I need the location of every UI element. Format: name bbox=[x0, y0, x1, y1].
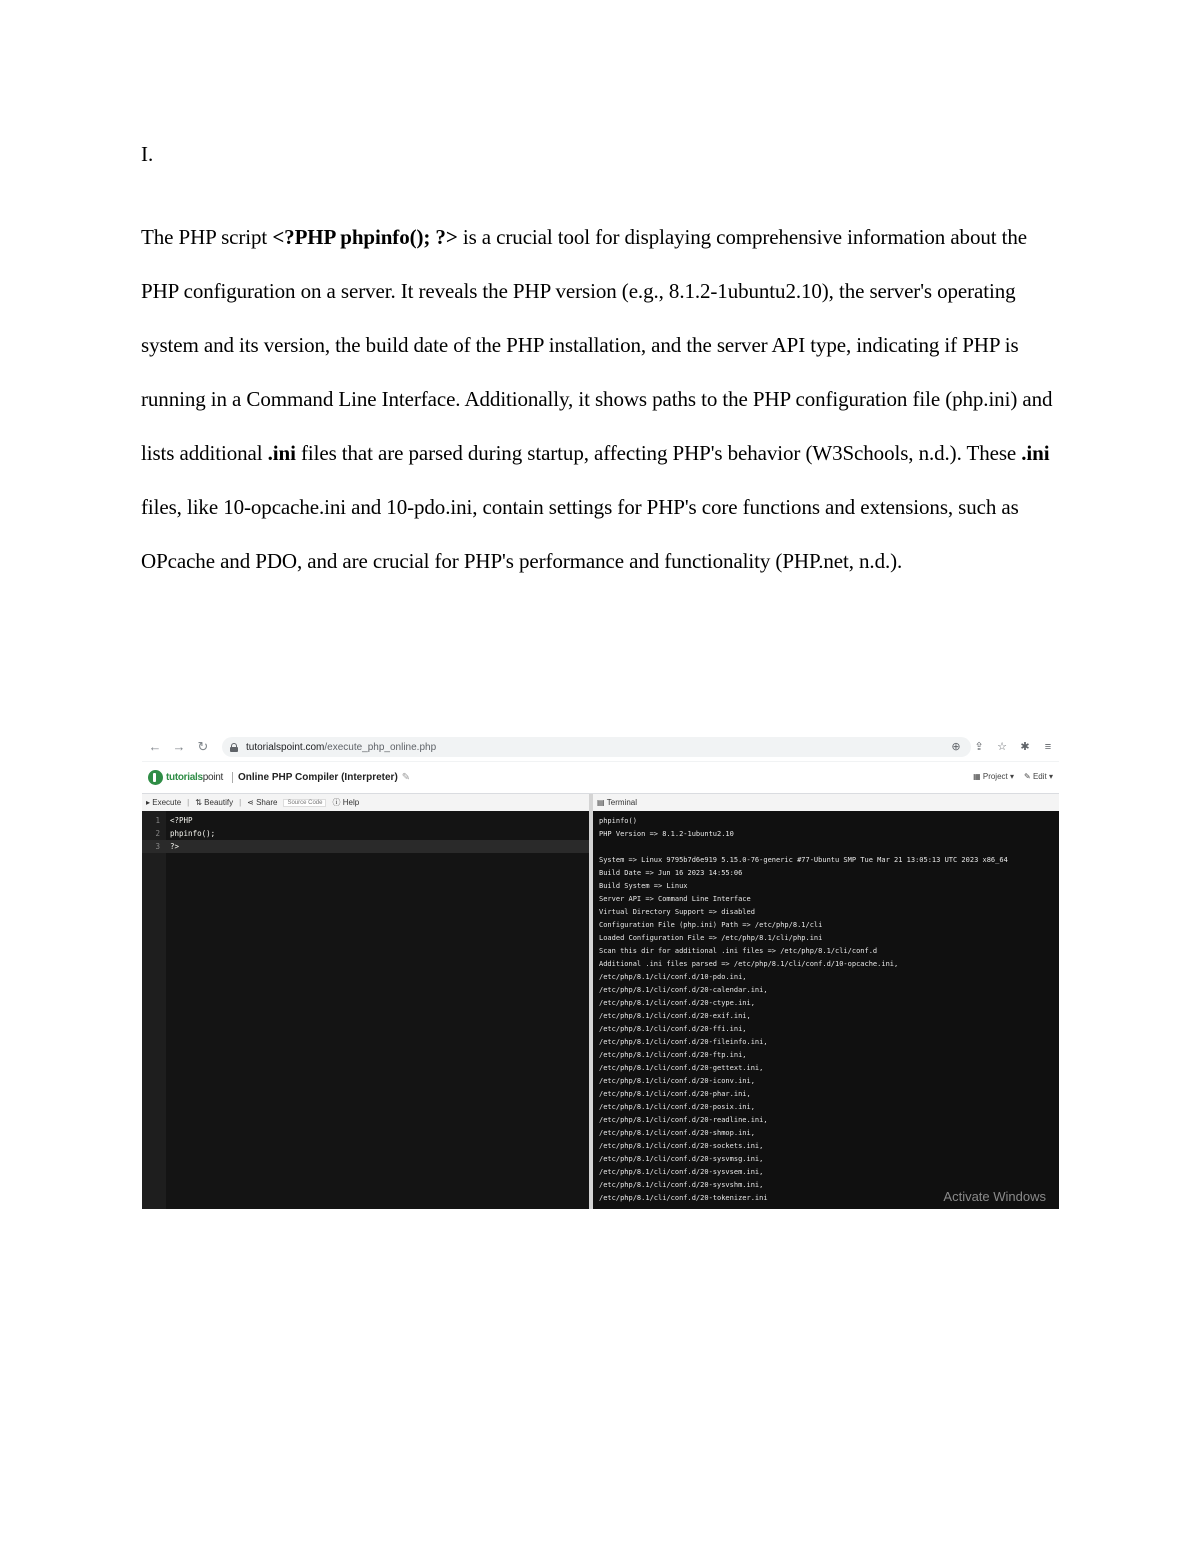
terminal-line: /etc/php/8.1/cli/conf.d/20-fileinfo.ini, bbox=[599, 1038, 768, 1046]
extensions-icon[interactable]: ✱ bbox=[1020, 741, 1030, 753]
activate-windows-watermark: Activate Windows bbox=[943, 1189, 1046, 1204]
back-arrow-icon[interactable]: ← bbox=[148, 739, 162, 754]
tutorialspoint-logo-icon bbox=[148, 770, 163, 785]
edit-menu[interactable]: ✎ Edit ▾ bbox=[1024, 772, 1053, 781]
para-ini-1: .ini bbox=[267, 441, 296, 465]
para-code-phpinfo: <?PHP phpinfo(); ?> bbox=[272, 225, 458, 249]
address-bar[interactable] bbox=[222, 737, 971, 757]
site-logo[interactable] bbox=[166, 772, 223, 783]
terminal-line: Loaded Configuration File => /etc/php/8.1/cli/php.ini bbox=[599, 934, 823, 942]
project-label: Project bbox=[982, 772, 1008, 781]
para-text-1: The PHP script bbox=[141, 225, 273, 249]
terminal-icon: ▤ bbox=[597, 798, 605, 807]
section-number: I. bbox=[141, 142, 154, 166]
terminal-line: /etc/php/8.1/cli/conf.d/20-gettext.ini, bbox=[599, 1064, 764, 1072]
line-number: 3 bbox=[155, 842, 160, 851]
terminal-line: Configuration File (php.ini) Path => /etc/php/8.1/cli bbox=[599, 921, 823, 929]
terminal-line: Additional .ini files parsed => /etc/php/8.1/cli/conf.d/10-opcache.ini, bbox=[599, 960, 899, 968]
code-editor[interactable] bbox=[142, 811, 589, 1209]
execute-label: Execute bbox=[152, 798, 182, 807]
menu-icon[interactable]: ≡ bbox=[1044, 741, 1052, 753]
line-number: 1 bbox=[155, 816, 160, 825]
star-icon[interactable]: ☆ bbox=[997, 741, 1007, 753]
logo-suffix: point bbox=[202, 772, 223, 783]
url-domain: tutorialspoint.com bbox=[246, 741, 325, 753]
terminal-line: /etc/php/8.1/cli/conf.d/20-sysvsem.ini, bbox=[599, 1168, 764, 1176]
share-label: Share bbox=[256, 798, 278, 807]
code-text: <?PHP bbox=[170, 816, 193, 825]
terminal-line: System => Linux 9795b7d6e919 5.15.0-76-generic #77-Ubuntu SMP Tue Mar 21 13:05:13 UTC 2023 x86_64 bbox=[599, 856, 1008, 864]
code-line[interactable] bbox=[142, 840, 589, 853]
browser-toolbar bbox=[142, 733, 1059, 761]
beautify-label: Beautify bbox=[204, 798, 234, 807]
help-button[interactable]: ⓘ Help bbox=[332, 798, 360, 807]
zoom-icon[interactable]: ⊕ bbox=[951, 741, 961, 753]
terminal-line: /etc/php/8.1/cli/conf.d/20-sysvmsg.ini, bbox=[599, 1155, 764, 1163]
header-actions bbox=[973, 772, 1053, 781]
terminal-line: phpinfo() bbox=[599, 817, 637, 825]
terminal-line: /etc/php/8.1/cli/conf.d/20-sockets.ini, bbox=[599, 1142, 764, 1150]
share-button[interactable]: ⋖ Share bbox=[247, 798, 278, 807]
terminal-line: /etc/php/8.1/cli/conf.d/20-tokenizer.ini bbox=[599, 1194, 768, 1202]
code-text: ?> bbox=[170, 842, 180, 851]
terminal-line: /etc/php/8.1/cli/conf.d/20-readline.ini, bbox=[599, 1116, 768, 1124]
beautify-button[interactable]: ⇅ Beautify bbox=[195, 798, 234, 807]
para-text-3: files that are parsed during startup, affecting PHP's behavior (W3Schools, n.d.). These bbox=[295, 441, 1022, 465]
code-line[interactable] bbox=[142, 827, 589, 840]
terminal-line: /etc/php/8.1/cli/conf.d/20-sysvshm.ini, bbox=[599, 1181, 764, 1189]
terminal-output bbox=[593, 811, 1059, 1209]
compiler-screenshot bbox=[142, 733, 1059, 1209]
page-title: Online PHP Compiler (Interpreter) bbox=[232, 772, 398, 783]
para-ini-2: .ini bbox=[1021, 441, 1050, 465]
reload-icon[interactable]: ↻ bbox=[197, 739, 209, 754]
code-text: phpinfo(); bbox=[170, 829, 216, 838]
terminal-line: /etc/php/8.1/cli/conf.d/20-shmop.ini, bbox=[599, 1129, 755, 1137]
editor-toolbar bbox=[142, 794, 593, 812]
pencil-icon[interactable]: ✎ bbox=[401, 772, 411, 783]
terminal-line: Scan this dir for additional .ini files => /etc/php/8.1/cli/conf.d bbox=[599, 947, 878, 955]
site-header bbox=[142, 762, 1059, 794]
toolbar-separator: | bbox=[187, 798, 190, 807]
toolbar-separator: | bbox=[239, 798, 242, 807]
terminal-line: /etc/php/8.1/cli/conf.d/20-iconv.ini, bbox=[599, 1077, 755, 1085]
logo-brand: tutorials bbox=[166, 772, 203, 783]
terminal-line: Virtual Directory Support => disabled bbox=[599, 908, 755, 916]
terminal-line: /etc/php/8.1/cli/conf.d/20-exif.ini, bbox=[599, 1012, 751, 1020]
project-menu[interactable]: ▦ Project ▾ bbox=[973, 772, 1015, 781]
para-text-4: files, like 10-opcache.ini and 10-pdo.ini, contain settings for PHP's core functions and extensions, such as OPcache and PDO, and are crucial for PHP's performance and functionality (PHP.net, n.d.). bbox=[141, 495, 1019, 573]
terminal-line: Server API => Command Line Interface bbox=[599, 895, 751, 903]
help-label: Help bbox=[342, 798, 360, 807]
terminal-line: Build Date => Jun 16 2023 14:55:06 bbox=[599, 869, 743, 877]
terminal-line: /etc/php/8.1/cli/conf.d/20-phar.ini, bbox=[599, 1090, 751, 1098]
lock-icon bbox=[230, 743, 238, 752]
share-icon[interactable]: ⇪ bbox=[974, 741, 984, 753]
para-text-2: is a crucial tool for displaying comprehensive information about the PHP configuration on a server. It reveals the PHP version (e.g., 8.1.2-1ubuntu2.10), the server's operating system and its version, the build date of the PHP installation, and the server API type, indicating if PHP is running in a Command Line Interface. Additionally, it shows paths to the PHP configuration file (php.ini) and lists additional bbox=[141, 225, 1053, 465]
terminal-line: /etc/php/8.1/cli/conf.d/20-ftp.ini, bbox=[599, 1051, 747, 1059]
terminal-tab[interactable]: Terminal bbox=[606, 798, 638, 807]
url-text bbox=[246, 742, 436, 753]
edit-label: Edit bbox=[1032, 772, 1047, 781]
terminal-line: PHP Version => 8.1.2-1ubuntu2.10 bbox=[599, 830, 734, 838]
body-paragraph bbox=[141, 210, 1066, 588]
url-path: /execute_php_online.php bbox=[324, 741, 437, 753]
terminal-line: /etc/php/8.1/cli/conf.d/20-posix.ini, bbox=[599, 1103, 755, 1111]
code-line[interactable] bbox=[142, 814, 589, 827]
line-gutter bbox=[142, 811, 166, 1209]
terminal-line: Build System => Linux bbox=[599, 882, 688, 890]
terminal-line bbox=[599, 841, 1059, 854]
terminal-line: /etc/php/8.1/cli/conf.d/20-ctype.ini, bbox=[599, 999, 755, 1007]
terminal-line: /etc/php/8.1/cli/conf.d/20-calendar.ini, bbox=[599, 986, 768, 994]
terminal-line: /etc/php/8.1/cli/conf.d/10-pdo.ini, bbox=[599, 973, 747, 981]
terminal-line: /etc/php/8.1/cli/conf.d/20-ffi.ini, bbox=[599, 1025, 747, 1033]
line-number: 2 bbox=[155, 829, 160, 838]
document-body bbox=[141, 140, 1066, 588]
forward-arrow-icon[interactable]: → bbox=[172, 739, 186, 754]
terminal-toolbar bbox=[593, 794, 1059, 812]
browser-actions bbox=[949, 739, 1055, 755]
execute-button[interactable]: ▸ Execute bbox=[146, 798, 182, 807]
source-code-button[interactable]: Source Code bbox=[283, 799, 326, 807]
